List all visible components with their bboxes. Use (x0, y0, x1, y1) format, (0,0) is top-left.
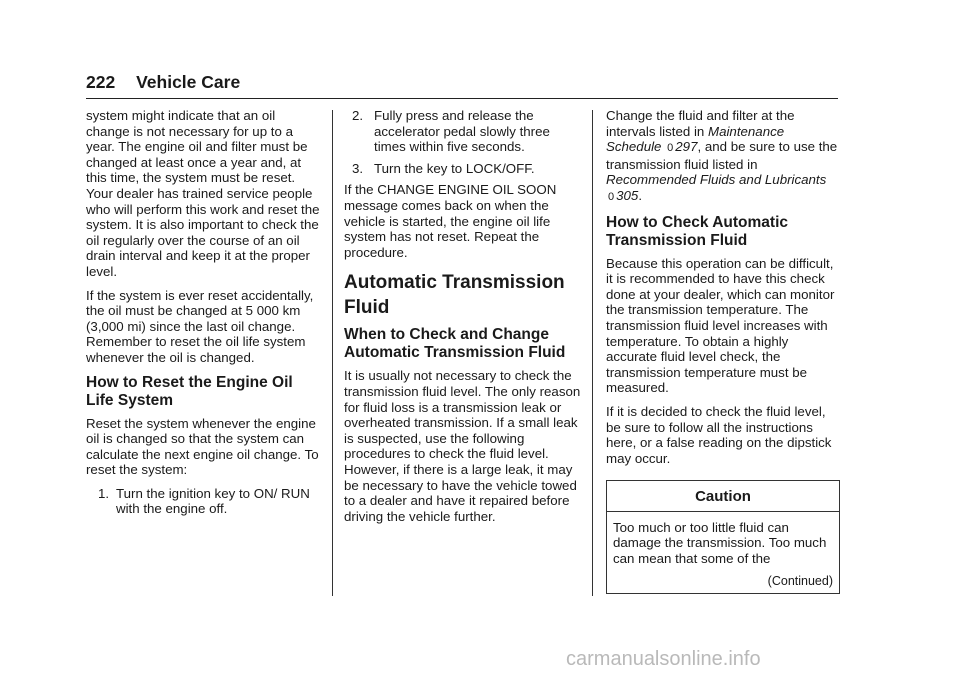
maintenance-schedule-link[interactable]: Maintenance Schedule (606, 123, 785, 155)
page-ref-icon: 0 (667, 142, 674, 155)
step-number: 2. (352, 108, 364, 123)
caution-box (606, 480, 840, 594)
page-number: 222 (86, 72, 116, 92)
paragraph: If the system is ever reset accidentally, the oil must be changed at 5 000 km (3,000 mi) since the last oil change. Remember to reset the oil life system whenever the oil is changed. (86, 287, 314, 365)
paragraph: system might indicate that an oil change is not necessary for up to a year. The engine oil and filter must be changed at least once a year and, at this time, the system must be reset. Your dealer has trained service people who will perform this work and reset the system. It is also important to check the oil regularly over the course of an oil drain interval and keep it at the proper level. (86, 108, 320, 279)
page-ref-icon: 0 (608, 190, 615, 203)
step-text: Fully press and release the accelerator pedal slowly three times within five seconds. (374, 108, 550, 155)
step-number: 3. (352, 160, 364, 176)
text-run: Change the fluid and filter at the intervals listed in (606, 108, 795, 139)
column-divider-1 (332, 110, 333, 596)
paragraph: If the CHANGE ENGINE OIL SOON message comes back on when the vehicle is started, the engine oil life system has not reset. Repeat the procedure. (344, 182, 557, 260)
paragraph: Reset the system whenever the engine oil is changed so that the system can calculate the next engine oil change. To reset the system: (86, 415, 319, 478)
heading-automatic-transmission-fluid: Automatic Transmission Fluid (344, 272, 565, 319)
page-ref[interactable]: 305 (616, 187, 639, 203)
column-divider-2 (592, 110, 593, 596)
column-3 (606, 108, 840, 594)
watermark: carmanualsonline.info (566, 648, 761, 670)
step-text: Turn the ignition key to ON/ RUN with the engine off. (116, 485, 310, 517)
paragraph (606, 108, 840, 206)
header-rule (86, 98, 838, 99)
continued-label: (Continued) (767, 573, 833, 588)
list-item (344, 108, 582, 155)
caution-text: Too much or too little fluid can damage the transmission. Too much can mean that some of the (613, 519, 827, 567)
heading-how-to-check: How to Check Automatic Transmission Fluid (606, 213, 788, 249)
text-run: . (638, 187, 643, 203)
column-2 (344, 108, 582, 532)
paragraph: If it is decided to check the fluid level, be sure to follow all the instructions here, or a false reading on the dipstick may occur. (606, 403, 832, 466)
paragraph: Because this operation can be difficult, it is recommended to have this check done at your dealer, which can monitor the transmission temperature. The transmission fluid level increases with temperature. To obtain a highly accurate fluid level check, the transmission temperature must be measured. (606, 255, 835, 396)
column-1 (86, 108, 322, 523)
section-title: Vehicle Care (136, 72, 241, 92)
list-item (86, 486, 322, 517)
paragraph: It is usually not necessary to check the transmission fluid level. The only reason for fluid loss is a transmission leak or overheated transmission. If a small leak is suspected, use the following procedures to check the fluid level. However, if there is a large leak, it may be necessary to have the vehicle towed to a dealer and have it repaired before driving the vehicle further. (344, 368, 581, 524)
heading-when-to-check: When to Check and Change Automatic Transmission Fluid (344, 326, 566, 362)
recommended-fluids-link[interactable]: Recommended Fluids and Lubricants (606, 172, 827, 188)
page-ref[interactable]: 297 (675, 139, 698, 155)
page-header (86, 72, 240, 93)
step-number: 1. (98, 485, 110, 501)
caution-title: Caution (607, 481, 839, 512)
step-text: Turn the key to LOCK/OFF. (374, 160, 535, 176)
heading-reset-oil-life: How to Reset the Engine Oil Life System (86, 373, 293, 409)
text-run: , and be sure to use the transmission fluid listed in (606, 139, 838, 172)
list-item (344, 161, 582, 177)
